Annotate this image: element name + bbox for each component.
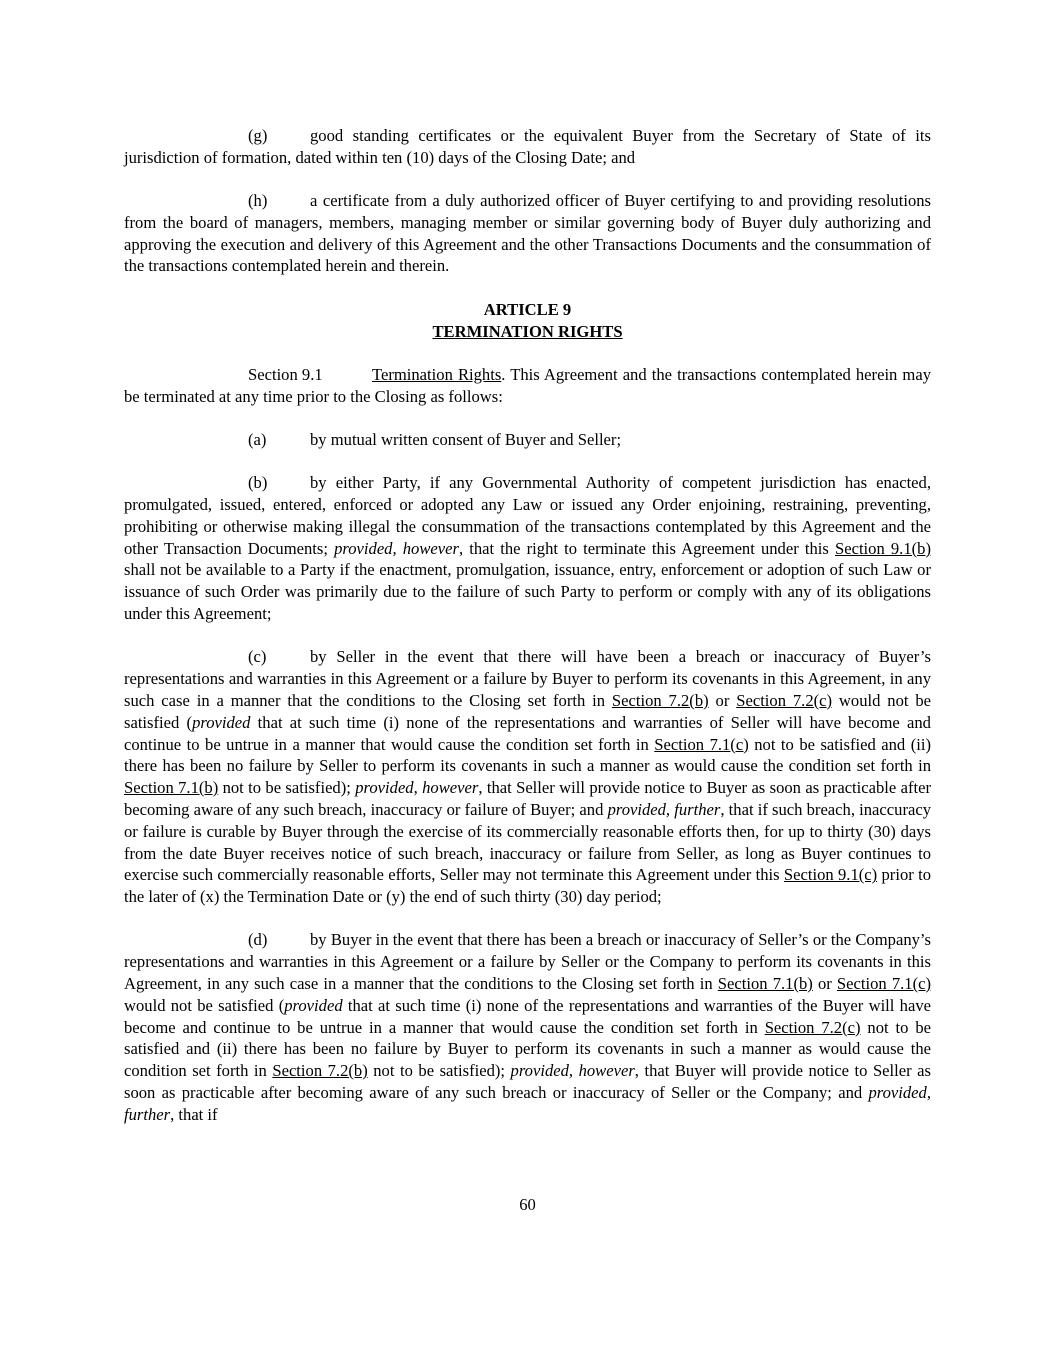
clause-d-text: , that Buyer will provide notice to Seller as soon as practicable after becoming aware of any such breach or inaccuracy of Seller or the Company; and [124,1061,931,1102]
clause-c-text: by Seller in the event that there will have been a breach or inaccuracy of Buyer’s representations and warranties in this Agreement or a failure by Buyer to perform its covenants in this Agreement, in any such case in a manner that the conditions to the Closing set forth in [124,647,931,710]
clause-c-label: (c) [248,647,267,667]
clause-d-proviso: however [578,1061,635,1081]
clause-c-text: not to be satisfied and (ii) there has been no failure by Seller to perform its covenants in such a manner as would cause the condition set forth in [124,734,931,776]
clause-d-proviso: provided [284,995,343,1015]
document-page [124,125,931,1126]
clause-d-text: or [812,974,837,993]
cross-reference: Section 7.1(c) [654,734,749,754]
clause-c-text: , [413,778,423,798]
section-9-1 [124,364,931,408]
clause-d-proviso: provided, further [124,1082,931,1124]
clause-b-label: (b) [248,473,268,493]
cross-reference: Section 7.1(b) [124,778,219,798]
article-number: ARTICLE 9 [483,299,572,319]
section-text: . This Agreement and the transactions contemplated herein may be terminated at any time prior to the Closing as follows: [124,364,931,406]
cross-reference: Section 7.1(c) [836,974,931,993]
clause-c-text: prior to the later of (x) the Termination Date or (y) the end of such thirty (30) day period; [124,865,931,907]
clause-a [124,429,931,451]
clause-c-text: or [708,690,737,710]
clause-c-text: would not be satisfied ( [124,690,932,732]
cross-reference: Section 7.2(c) [736,690,833,710]
cross-reference: Section 7.1(b) [717,974,813,993]
clause-c-proviso: provided, further [607,799,721,819]
clause-d-text: would not be satisfied ( [124,995,285,1015]
section-heading: Termination Rights [372,364,502,384]
clause-c [124,646,931,908]
clause-c-text: , that Seller will provide notice to Buyer as soon as practicable after becoming aware of any such breach, inaccuracy or failure of Buyer; and [124,778,932,819]
cross-reference: Section 7.2(b) [272,1061,368,1081]
clause-d-text: not to be satisfied); [367,1061,511,1081]
clause-c-text: that at such time (i) none of the representations and warranties of Seller will have become and continue to be untrue in a manner that would cause the condition set forth in [124,712,931,754]
clause-d-label: (d) [248,930,268,950]
clause-b-proviso: provided, however [334,538,459,558]
clause-d-text: , [568,1061,579,1081]
clause-c-proviso: however [422,778,479,798]
cross-reference: Section 9.1(b) [834,538,931,558]
clause-b-text: by either Party, if any Governmental Authority of competent jurisdiction has enacted, promulgated, issued, entered, enforced or adopted any Law or issued any Order enjoining, restraining, preventing, prohibiting or otherwise making illegal the consummation of the transactions contemplated by this Agreement and the other Transaction Documents; [124,473,931,558]
clause-d-proviso: provided [510,1061,569,1081]
clause-c-text: , that if such breach, inaccuracy or failure is curable by Buyer through the exercise of its commercially reasonable efforts then, for up to thirty (30) days from the date Buyer receives notice of such breach, inaccuracy or failure from Seller, as long as Buyer continues to exercise such commercially reasonable efforts, Seller may not terminate this Agreement under this [124,799,932,885]
article-heading [124,299,931,343]
clause-g-label: (g) [248,126,268,145]
clause-d-text: , that if [170,1104,218,1124]
clause-h-label: (h) [248,191,268,211]
clause-b [124,472,931,625]
clause-d-text: by Buyer in the event that there has been a breach or inaccuracy of Seller’s or the Company’s representations and warranties in this Agreement or a failure by Seller or the Company to perform its covenants in this Agreement, in any such case in a manner that the conditions to the Closing set forth in [124,930,931,993]
clause-d-text: not to be satisfied and (ii) there has been no failure by Buyer to perform its covenants in such a manner as would cause the condition set forth in [124,1017,931,1081]
clause-g [124,125,931,169]
clause-c-text: not to be satisfied); [218,778,356,798]
cross-reference: Section 7.2(c) [764,1017,861,1037]
clause-a-label: (a) [248,429,267,449]
section-label: Section 9.1 [248,364,323,384]
clause-d-text: that at such time (i) none of the representations and warranties of the Buyer will have become and continue to be untrue in a manner that would cause the condition set forth in [124,995,931,1037]
clause-b-text: , that the right to terminate this Agreement under this [458,538,835,558]
clause-a-text: by mutual written consent of Buyer and Seller; [310,429,622,449]
clause-h [124,190,931,277]
page-number: 60 [519,1195,536,1214]
clause-h-text: a certificate from a duly authorized officer of Buyer certifying to and providing resolutions from the board of managers, members, managing member or similar governing body of Buyer duly authorizing and approving the execution and delivery of this Agreement and the other Transactions Documents and the consummation of the transactions contemplated herein and therein. [124,191,931,276]
cross-reference: Section 7.2(b) [611,690,709,710]
cross-reference: Section 9.1(c) [783,865,878,885]
clause-b-text: shall not be available to a Party if the enactment, promulgation, issuance, entry, enforcement or adoption of such Law or issuance of such Order was primarily due to the failure of such Party to perform or comply with any of its obligations under this Agreement; [124,560,931,624]
clause-c-proviso: provided [355,778,414,798]
article-title: TERMINATION RIGHTS [432,321,623,341]
clause-g-text: good standing certificates or the equivalent Buyer from the Secretary of State of its jurisdiction of formation, dated within ten (10) days of the Closing Date; and [124,126,931,167]
clause-d [124,929,931,1125]
clause-c-proviso: provided [192,712,251,732]
